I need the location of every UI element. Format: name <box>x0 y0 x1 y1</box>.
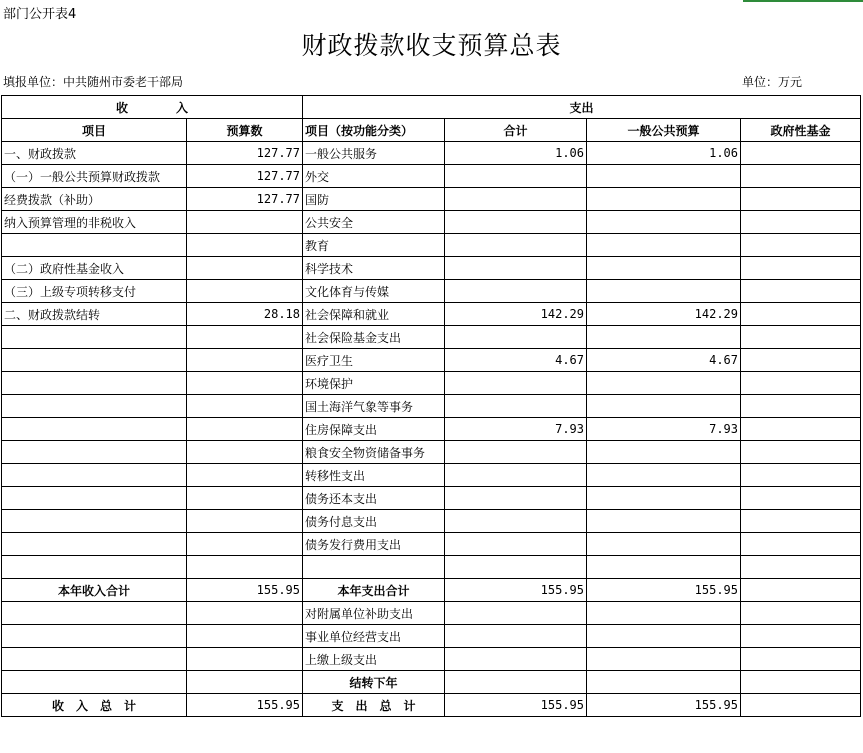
table-row <box>2 211 861 234</box>
expense-total-cell: 1.06 <box>445 142 587 165</box>
expense-total-cell: 142.29 <box>445 303 587 326</box>
expense-header: 支出 <box>303 96 861 119</box>
income-item-cell <box>2 372 187 395</box>
table-row <box>2 510 861 533</box>
col-budget: 预算数 <box>187 119 303 142</box>
income-item-cell <box>2 441 187 464</box>
income-value-cell <box>187 372 303 395</box>
income-value-cell: 127.77 <box>187 188 303 211</box>
header-row-group <box>2 96 861 119</box>
expense-fund-cell <box>741 579 861 602</box>
income-item-cell <box>2 234 187 257</box>
income-item-cell <box>2 671 187 694</box>
currency-unit: 单位：万元 <box>742 75 803 89</box>
expense-fund-cell <box>741 349 861 372</box>
expense-general-cell <box>587 234 741 257</box>
expense-item-cell: 对附属单位补助支出 <box>303 602 445 625</box>
table-row <box>2 303 861 326</box>
expense-item-cell: 本年支出合计 <box>303 579 445 602</box>
income-item-cell: （三）上级专项转移支付 <box>2 280 187 303</box>
income-value-cell <box>187 625 303 648</box>
table-row <box>2 441 861 464</box>
table-row <box>2 188 861 211</box>
income-item-cell <box>2 418 187 441</box>
expense-item-cell: 一般公共服务 <box>303 142 445 165</box>
expense-general-cell: 155.95 <box>587 694 741 717</box>
expense-total-cell: 155.95 <box>445 694 587 717</box>
expense-general-cell <box>587 487 741 510</box>
expense-item-cell: 国防 <box>303 188 445 211</box>
budget-table <box>1 95 861 717</box>
income-value-cell: 127.77 <box>187 142 303 165</box>
income-item-cell <box>2 510 187 533</box>
table-row <box>2 602 861 625</box>
table-row <box>2 326 861 349</box>
income-item-cell <box>2 464 187 487</box>
expense-item-cell: 环境保护 <box>303 372 445 395</box>
expense-fund-cell <box>741 326 861 349</box>
income-item-cell <box>2 349 187 372</box>
income-item-cell: 经费拨款（补助） <box>2 188 187 211</box>
expense-item-cell: 医疗卫生 <box>303 349 445 372</box>
income-header: 收 入 <box>2 96 303 119</box>
income-item-cell: 一、财政拨款 <box>2 142 187 165</box>
income-value-cell <box>187 234 303 257</box>
table-row <box>2 579 861 602</box>
table-row <box>2 487 861 510</box>
expense-general-cell <box>587 372 741 395</box>
expense-general-cell: 4.67 <box>587 349 741 372</box>
expense-fund-cell <box>741 648 861 671</box>
table-row <box>2 648 861 671</box>
expense-total-cell <box>445 372 587 395</box>
expense-total-cell <box>445 487 587 510</box>
expense-fund-cell <box>741 165 861 188</box>
expense-fund-cell <box>741 533 861 556</box>
income-value-cell <box>187 510 303 533</box>
table-row <box>2 349 861 372</box>
income-value-cell <box>187 464 303 487</box>
income-value-cell <box>187 441 303 464</box>
expense-item-cell: 事业单位经营支出 <box>303 625 445 648</box>
income-value-cell <box>187 671 303 694</box>
expense-item-cell: 外交 <box>303 165 445 188</box>
expense-item-cell: 文化体育与传媒 <box>303 280 445 303</box>
expense-total-cell <box>445 395 587 418</box>
table-row <box>2 533 861 556</box>
income-item-cell <box>2 625 187 648</box>
income-value-cell <box>187 533 303 556</box>
expense-fund-cell <box>741 625 861 648</box>
income-value-cell: 127.77 <box>187 165 303 188</box>
expense-item-cell: 粮食安全物资储备事务 <box>303 441 445 464</box>
expense-item-cell: 上缴上级支出 <box>303 648 445 671</box>
table-row <box>2 694 861 717</box>
expense-general-cell: 7.93 <box>587 418 741 441</box>
income-value-cell <box>187 418 303 441</box>
expense-item-cell: 国土海洋气象等事务 <box>303 395 445 418</box>
expense-fund-cell <box>741 303 861 326</box>
expense-general-cell <box>587 395 741 418</box>
income-value-cell <box>187 648 303 671</box>
expense-total-cell: 4.67 <box>445 349 587 372</box>
expense-fund-cell <box>741 234 861 257</box>
table-row <box>2 257 861 280</box>
expense-fund-cell <box>741 211 861 234</box>
expense-general-cell <box>587 602 741 625</box>
expense-total-cell <box>445 533 587 556</box>
expense-total-cell <box>445 165 587 188</box>
expense-total-cell <box>445 464 587 487</box>
expense-fund-cell <box>741 441 861 464</box>
expense-fund-cell <box>741 487 861 510</box>
income-value-cell <box>187 349 303 372</box>
expense-general-cell <box>587 165 741 188</box>
table-row <box>2 464 861 487</box>
expense-total-cell <box>445 280 587 303</box>
expense-general-cell <box>587 441 741 464</box>
col-item: 项目 <box>2 119 187 142</box>
income-value-cell <box>187 487 303 510</box>
income-value-cell <box>187 211 303 234</box>
expense-item-cell: 住房保障支出 <box>303 418 445 441</box>
expense-fund-cell <box>741 556 861 579</box>
header-row-columns <box>2 119 861 142</box>
table-row <box>2 625 861 648</box>
expense-fund-cell <box>741 372 861 395</box>
expense-total-cell <box>445 234 587 257</box>
expense-total-cell: 155.95 <box>445 579 587 602</box>
expense-general-cell: 1.06 <box>587 142 741 165</box>
expense-fund-cell <box>741 671 861 694</box>
col-total: 合计 <box>445 119 587 142</box>
expense-total-cell: 7.93 <box>445 418 587 441</box>
income-value-cell: 155.95 <box>187 579 303 602</box>
income-item-cell: 本年收入合计 <box>2 579 187 602</box>
expense-general-cell <box>587 556 741 579</box>
table-row <box>2 165 861 188</box>
income-item-cell <box>2 487 187 510</box>
expense-item-cell: 社会保障和就业 <box>303 303 445 326</box>
expense-total-cell <box>445 326 587 349</box>
income-value-cell <box>187 395 303 418</box>
expense-total-cell <box>445 211 587 234</box>
income-value-cell <box>187 326 303 349</box>
income-item-cell: （二）政府性基金收入 <box>2 257 187 280</box>
expense-total-cell <box>445 625 587 648</box>
table-row <box>2 418 861 441</box>
income-value-cell: 28.18 <box>187 303 303 326</box>
table-row <box>2 372 861 395</box>
expense-general-cell <box>587 510 741 533</box>
expense-fund-cell <box>741 464 861 487</box>
expense-item-cell: 债务还本支出 <box>303 487 445 510</box>
income-item-cell <box>2 533 187 556</box>
income-value-cell <box>187 602 303 625</box>
income-item-cell <box>2 602 187 625</box>
income-item-cell <box>2 556 187 579</box>
expense-fund-cell <box>741 694 861 717</box>
expense-fund-cell <box>741 418 861 441</box>
income-item-cell: 二、财政拨款结转 <box>2 303 187 326</box>
income-item-cell: （一）一般公共预算财政拨款 <box>2 165 187 188</box>
expense-item-cell: 债务付息支出 <box>303 510 445 533</box>
expense-item-cell: 债务发行费用支出 <box>303 533 445 556</box>
expense-general-cell <box>587 280 741 303</box>
expense-item-cell: 社会保险基金支出 <box>303 326 445 349</box>
col-general: 一般公共预算 <box>587 119 741 142</box>
sheet-corner-accent <box>743 0 863 2</box>
expense-item-cell: 教育 <box>303 234 445 257</box>
expense-fund-cell <box>741 142 861 165</box>
expense-total-cell <box>445 441 587 464</box>
expense-fund-cell <box>741 257 861 280</box>
expense-general-cell: 155.95 <box>587 579 741 602</box>
income-value-cell: 155.95 <box>187 694 303 717</box>
income-value-cell <box>187 280 303 303</box>
income-value-cell <box>187 556 303 579</box>
expense-fund-cell <box>741 395 861 418</box>
expense-fund-cell <box>741 280 861 303</box>
table-row <box>2 142 861 165</box>
income-item-cell <box>2 648 187 671</box>
expense-general-cell <box>587 188 741 211</box>
expense-fund-cell <box>741 510 861 533</box>
reporting-unit: 填报单位：中共随州市委老干部局 <box>3 75 184 89</box>
table-row <box>2 395 861 418</box>
expense-general-cell <box>587 257 741 280</box>
expense-total-cell <box>445 510 587 533</box>
expense-total-cell <box>445 556 587 579</box>
expense-general-cell: 142.29 <box>587 303 741 326</box>
expense-fund-cell <box>741 188 861 211</box>
expense-item-cell <box>303 556 445 579</box>
expense-general-cell <box>587 533 741 556</box>
expense-item-cell: 科学技术 <box>303 257 445 280</box>
table-row <box>2 280 861 303</box>
table-row <box>2 556 861 579</box>
col-gov-fund: 政府性基金 <box>741 119 861 142</box>
expense-general-cell <box>587 464 741 487</box>
expense-item-cell: 支 出 总 计 <box>303 694 445 717</box>
income-item-cell <box>2 395 187 418</box>
income-item-cell: 收 入 总 计 <box>2 694 187 717</box>
expense-general-cell <box>587 211 741 234</box>
expense-item-cell: 结转下年 <box>303 671 445 694</box>
page-title: 财政拨款收支预算总表 <box>301 31 562 60</box>
expense-fund-cell <box>741 602 861 625</box>
table-row <box>2 671 861 694</box>
income-item-cell: 纳入预算管理的非税收入 <box>2 211 187 234</box>
income-item-cell <box>2 326 187 349</box>
expense-general-cell <box>587 671 741 694</box>
expense-total-cell <box>445 648 587 671</box>
table-row <box>2 234 861 257</box>
form-tag: 部门公开表4 <box>3 7 77 22</box>
expense-general-cell <box>587 648 741 671</box>
expense-item-cell: 公共安全 <box>303 211 445 234</box>
expense-general-cell <box>587 326 741 349</box>
expense-general-cell <box>587 625 741 648</box>
income-value-cell <box>187 257 303 280</box>
expense-total-cell <box>445 188 587 211</box>
expense-item-cell: 转移性支出 <box>303 464 445 487</box>
expense-total-cell <box>445 257 587 280</box>
col-func-item: 项目（按功能分类） <box>303 119 445 142</box>
expense-total-cell <box>445 602 587 625</box>
expense-total-cell <box>445 671 587 694</box>
